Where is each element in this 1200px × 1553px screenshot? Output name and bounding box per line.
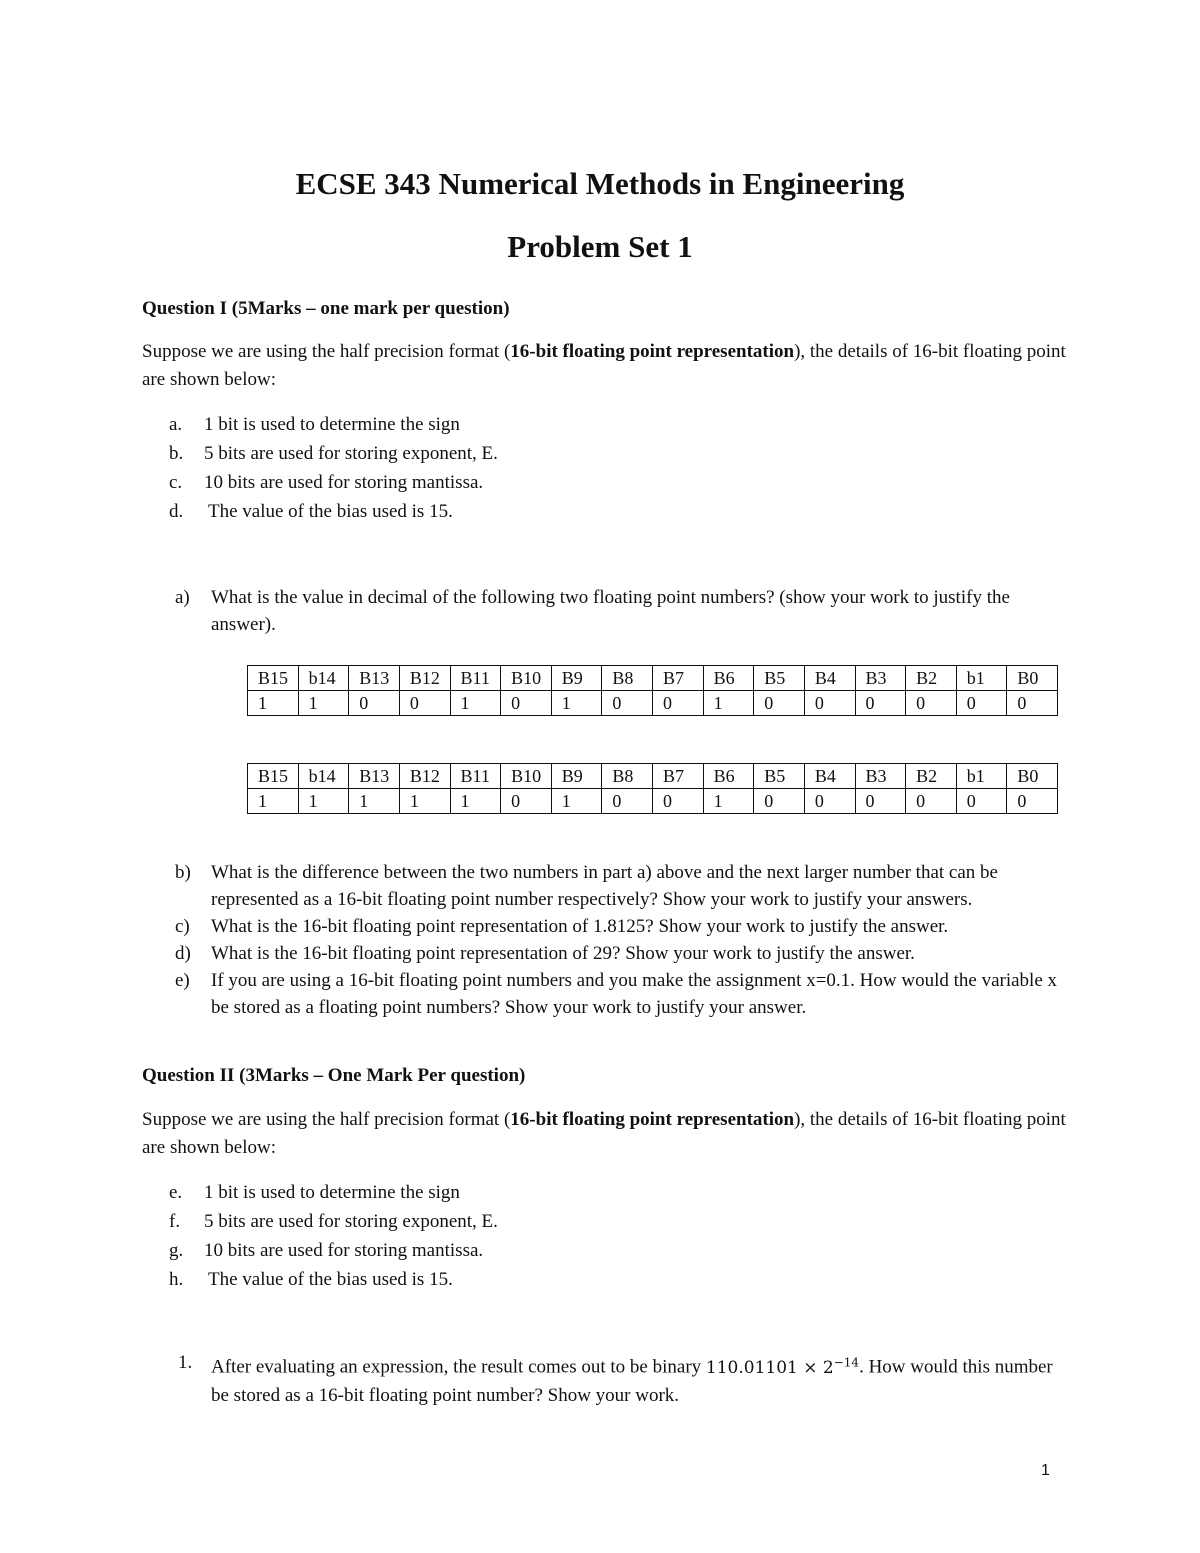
parts-b-to-e — [142, 859, 1061, 1021]
list-item: c) What is the 16-bit floating point representation of 1.8125? Show your work to justify the answer. — [175, 916, 949, 937]
bit-value-cell: 1 — [298, 691, 349, 716]
bit-value-cell: 0 — [602, 789, 653, 814]
bit-label-cell: B6 — [703, 666, 754, 691]
bit-label-cell: B8 — [602, 764, 653, 789]
intro-text-start: Suppose we are using the half precision format ( — [142, 1109, 511, 1130]
part-a — [142, 584, 1061, 638]
bit-value-cell: 1 — [450, 789, 501, 814]
bit-label-cell: B3 — [855, 764, 906, 789]
bit-label-cell: B3 — [855, 666, 906, 691]
bit-value-cell: 0 — [602, 691, 653, 716]
bit-label-cell: B5 — [754, 764, 805, 789]
bit-label-cell: B9 — [551, 764, 602, 789]
bit-value-cell: 0 — [956, 789, 1007, 814]
bit-label-cell: B7 — [653, 666, 704, 691]
math-expression: $110.01101 \times 2^{-14}$ — [705, 1355, 860, 1378]
question-2-intro — [142, 1106, 1072, 1162]
bit-label-cell: B11 — [450, 666, 501, 691]
bit-label-cell: B5 — [754, 666, 805, 691]
intro-bold-format: 16-bit floating point representation — [510, 341, 795, 362]
bit-label-cell: B13 — [349, 666, 400, 691]
list-item: 1. After evaluating an expression, the result comes out to be binary $110.01101 \times 2^{-14}$. How would this number be stored as a 16-bit floating point number? Show your work. — [178, 1352, 1053, 1406]
document-page: ECSE 343 Numerical Methods in Engineering Problem Set 1 Question I (5Marks – one mark per question) Suppose we are using the half precision format (16-bit floating point representation), the details of 16-bit floating point are shown below: a. 1 bit is used to determine the sign b. 5 bits are used for storing exponent, E. c. 10 bits are used for storing mantissa. d. The value of the bias used is 15. a) What is the value in decimal of the following two floating point numbers? (show your work to justify the answer). B15 b14 B13 B12 B11 B10 B9 B8 B7 B6 B5 B4 B3 B2 b1 B0 1 1 0 0 1 0 1 0 0 1 0 0 0 0 0 0 B15 b14 B13 B12 B11 B10 B9 B8 B7 B6 B5 B4 B3 B2 b1 B0 1 1 1 1 1 0 1 0 0 1 0 0 0 0 0 0 b) What is the difference between the two numbers in part a) above and the next larger number that can be represented as a 16-bit floating point number respectively? Show your work to justify your answers. c) What is the 16-bit floating point representation of 1.8125? Show your work to justify the answer. d) What is the 16-bit floating point representation of 29? Show your work to justify the answer. e) If you are using a 16-bit floating point numbers and you make the assignment x=0.1. How would the variable x be stored as a floating point numbers? Show your work to justify your answer. Question II (3Marks – One Mark Per question) Suppose we are using the half precision format (16-bit floating point representation), the details of 16-bit floating point are shown below: e. 1 bit is used to determine the sign f. 5 bits are used for storing exponent, E. g. 10 bits are used for storing mantissa. h. The value of the bias used is 15. 1. After evaluating an expression, the result comes out to be binary $110.01101 \times 2^{-14}$. How would this number be stored as a 16-bit floating point number? Show your work. 1 — [0, 0, 1200, 1553]
page-number: 1 — [1041, 1462, 1050, 1479]
bit-value-cell: 0 — [653, 691, 704, 716]
question-1-heading: Question I (5Marks – one mark per question) — [142, 298, 510, 319]
bit-value-cell: 1 — [399, 789, 450, 814]
bit-label-cell: B11 — [450, 764, 501, 789]
course-title: ECSE 343 Numerical Methods in Engineering — [295, 166, 905, 201]
bit-label-cell: B12 — [399, 666, 450, 691]
bit-label-cell: B0 — [1007, 764, 1058, 789]
question-2-heading: Question II (3Marks – One Mark Per question) — [142, 1065, 526, 1086]
bit-label-cell: b1 — [956, 666, 1007, 691]
bit-value-cell: 0 — [804, 691, 855, 716]
bit-value-cell: 0 — [906, 691, 957, 716]
bit-value-cell: 0 — [906, 789, 957, 814]
question-1-intro — [142, 338, 1072, 394]
bit-label-cell: b14 — [298, 666, 349, 691]
bit-value-cell: 1 — [551, 789, 602, 814]
bit-label-cell: B2 — [906, 666, 957, 691]
intro-text-end: ), the details of 16-bit floating point are shown below: — [142, 341, 1066, 390]
bit-value-cell: 0 — [855, 789, 906, 814]
bit-label-cell: B15 — [248, 666, 299, 691]
bit-value-cell: 1 — [349, 789, 400, 814]
bit-label-cell: B10 — [501, 666, 552, 691]
bit-label-cell: B8 — [602, 666, 653, 691]
bit-value-cell: 0 — [399, 691, 450, 716]
bit-value-cell: 1 — [450, 691, 501, 716]
bit-value-cell: 0 — [855, 691, 906, 716]
list-item: b) What is the difference between the two numbers in part a) above and the next larger number that can be represented as a 16-bit floating point number respectively? Show your work to justify your answers. — [175, 862, 998, 910]
bit-label-cell: B9 — [551, 666, 602, 691]
bit-value-cell: 1 — [298, 789, 349, 814]
bit-value-cell: 0 — [754, 789, 805, 814]
bit-table-header-row — [248, 666, 1058, 691]
bit-label-cell: B12 — [399, 764, 450, 789]
bit-label-cell: B7 — [653, 764, 704, 789]
bit-label-cell: B10 — [501, 764, 552, 789]
bit-value-cell: 0 — [1007, 789, 1058, 814]
bit-table-value-row — [248, 691, 1058, 716]
bit-label-cell: B4 — [804, 764, 855, 789]
bit-value-cell: 1 — [703, 691, 754, 716]
bit-value-cell: 0 — [1007, 691, 1058, 716]
intro-text-start: Suppose we are using the half precision format ( — [142, 341, 511, 362]
list-item: d) What is the 16-bit floating point representation of 29? Show your work to justify the answer. — [175, 943, 915, 964]
bit-value-cell: 1 — [551, 691, 602, 716]
bit-table-header-row — [248, 764, 1058, 789]
bit-label-cell: b14 — [298, 764, 349, 789]
bit-value-cell: 1 — [248, 789, 299, 814]
bit-value-cell: 0 — [754, 691, 805, 716]
bit-value-cell: 0 — [501, 789, 552, 814]
bit-value-cell: 0 — [956, 691, 1007, 716]
problem-set-title: Problem Set 1 — [507, 229, 693, 264]
list-item: e) If you are using a 16-bit floating point numbers and you make the assignment x=0.1. How would the variable x be stored as a floating point numbers? Show your work to justify your answer. — [175, 970, 1058, 1018]
list-item: a) What is the value in decimal of the following two floating point numbers? (show your work to justify the answer). — [175, 587, 1010, 635]
bit-label-cell: B6 — [703, 764, 754, 789]
bit-value-cell: 1 — [248, 691, 299, 716]
bit-label-cell: B2 — [906, 764, 957, 789]
intro-text-end: ), the details of 16-bit floating point are shown below: — [142, 1109, 1066, 1158]
bit-value-cell: 0 — [804, 789, 855, 814]
bit-value-cell: 0 — [349, 691, 400, 716]
bit-value-cell: 0 — [653, 789, 704, 814]
question-2-item-1 — [142, 1349, 1061, 1409]
bit-table-value-row — [248, 789, 1058, 814]
bit-value-cell: 0 — [501, 691, 552, 716]
bit-label-cell: B0 — [1007, 666, 1058, 691]
intro-bold-format: 16-bit floating point representation — [510, 1109, 795, 1130]
bit-value-cell: 1 — [703, 789, 754, 814]
bit-label-cell: b1 — [956, 764, 1007, 789]
bit-label-cell: B13 — [349, 764, 400, 789]
bit-label-cell: B4 — [804, 666, 855, 691]
bit-table-2 — [247, 763, 1058, 814]
bit-table-1 — [247, 665, 1058, 716]
bit-label-cell: B15 — [248, 764, 299, 789]
